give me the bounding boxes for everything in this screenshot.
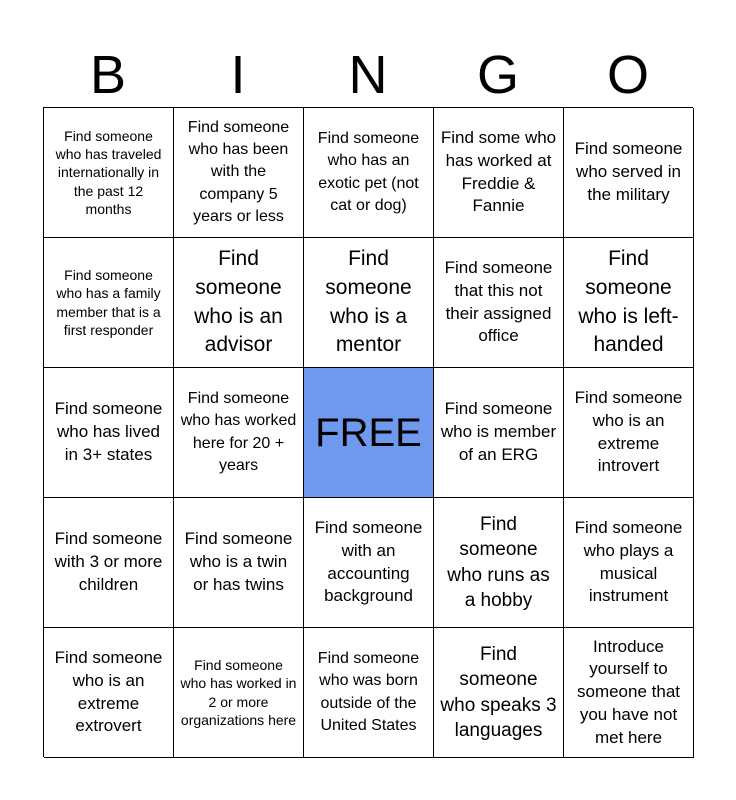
header-letter-n: N [348, 45, 388, 105]
bingo-cell-r4c5[interactable]: Find someone who plays a musical instrument [564, 498, 694, 628]
bingo-cell-free[interactable]: FREE [304, 368, 434, 498]
bingo-cell-r5c2[interactable]: Find someone who has worked in 2 or more organizations here [174, 628, 304, 758]
bingo-header [43, 44, 693, 106]
bingo-cell-r1c2[interactable]: Find someone who has been with the company 5 years or less [174, 108, 304, 238]
bingo-cell-r4c1[interactable]: Find someone with 3 or more children [44, 498, 174, 628]
bingo-cell-r2c5[interactable]: Find someone who is left-handed [564, 238, 694, 368]
bingo-cell-r2c3[interactable]: Find someone who is a mentor [304, 238, 434, 368]
bingo-cell-r4c2[interactable]: Find someone who is a twin or has twins [174, 498, 304, 628]
bingo-cell-r1c4[interactable]: Find some who has worked at Freddie & Fannie [434, 108, 564, 238]
bingo-cell-r1c5[interactable]: Find someone who served in the military [564, 108, 694, 238]
bingo-cell-r5c3[interactable]: Find someone who was born outside of the United States [304, 628, 434, 758]
bingo-cell-r3c4[interactable]: Find someone who is member of an ERG [434, 368, 564, 498]
bingo-cell-r5c4[interactable]: Find someone who speaks 3 languages [434, 628, 564, 758]
bingo-board [43, 107, 693, 757]
header-letter-i: I [230, 45, 246, 105]
bingo-cell-r2c2[interactable]: Find someone who is an advisor [174, 238, 304, 368]
bingo-cell-r4c4[interactable]: Find someone who runs as a hobby [434, 498, 564, 628]
bingo-cell-r3c5[interactable]: Find someone who is an extreme introvert [564, 368, 694, 498]
bingo-cell-r3c1[interactable]: Find someone who has lived in 3+ states [44, 368, 174, 498]
bingo-cell-r4c3[interactable]: Find someone with an accounting background [304, 498, 434, 628]
bingo-cell-r3c2[interactable]: Find someone who has worked here for 20 + years [174, 368, 304, 498]
bingo-cell-r5c5[interactable]: Introduce yourself to someone that you have not met here [564, 628, 694, 758]
bingo-cell-r2c4[interactable]: Find someone that this not their assigned office [434, 238, 564, 368]
header-letter-b: B [89, 45, 127, 105]
header-letter-o: O [606, 45, 649, 105]
bingo-cell-r1c1[interactable]: Find someone who has traveled internationally in the past 12 months [44, 108, 174, 238]
bingo-cell-r1c3[interactable]: Find someone who has an exotic pet (not cat or dog) [304, 108, 434, 238]
bingo-cell-r5c1[interactable]: Find someone who is an extreme extrovert [44, 628, 174, 758]
header-letter-g: G [476, 45, 519, 105]
bingo-cell-r2c1[interactable]: Find someone who has a family member that is a first responder [44, 238, 174, 368]
